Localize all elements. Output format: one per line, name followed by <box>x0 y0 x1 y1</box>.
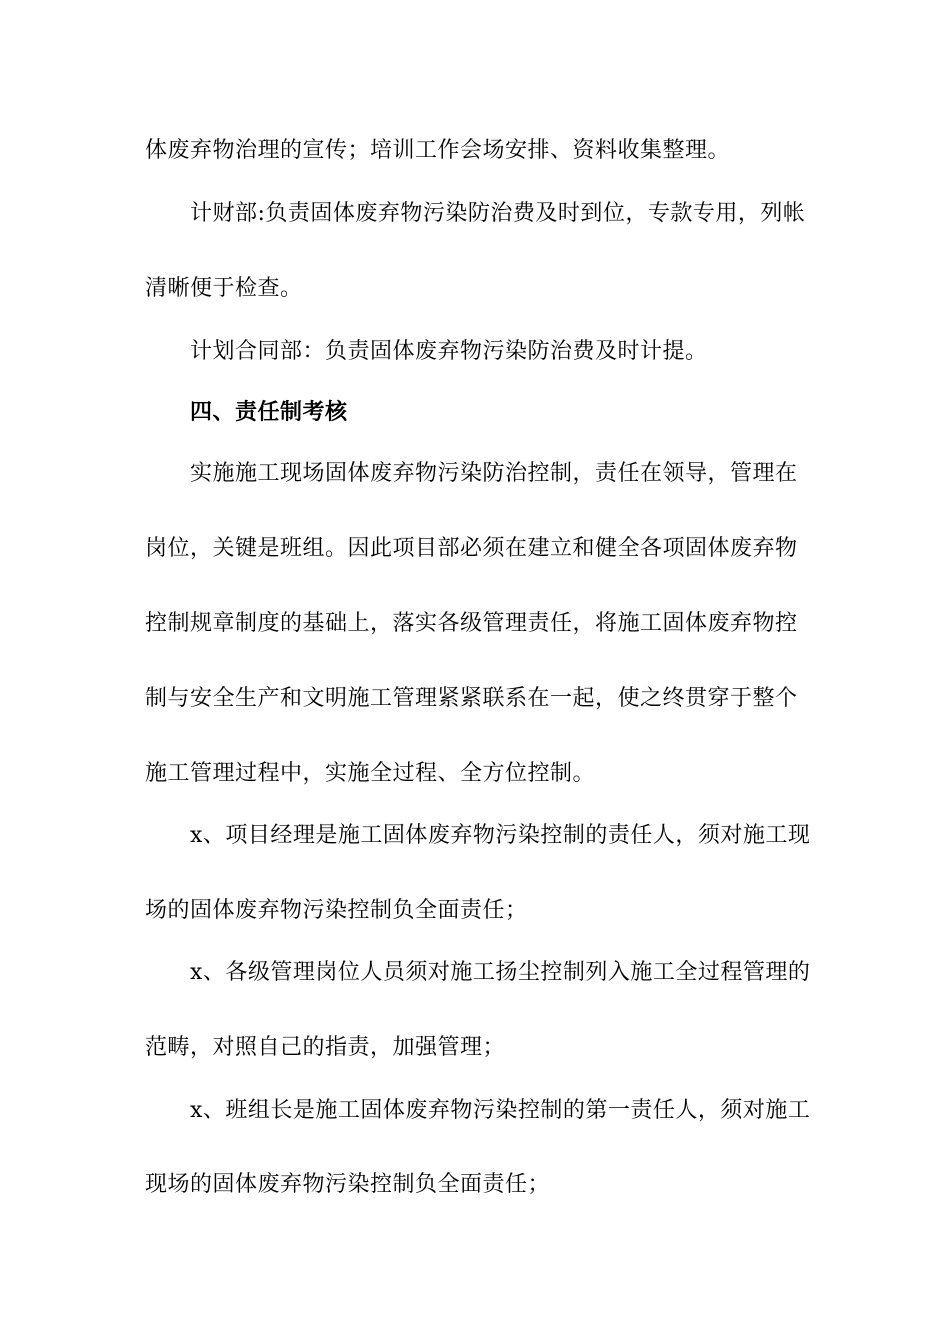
list-item-line: x、各级管理岗位人员须对施工扬尘控制列入施工全过程管理的 <box>190 960 811 985</box>
paragraph-line: 体废弃物治理的宣传；培训工作会场安排、资料收集整理。 <box>145 138 731 163</box>
paragraph-line: 控制规章制度的基础上，落实各级管理责任，将施工固体废弃物控 <box>145 611 798 636</box>
paragraph-line: 制与安全生产和文明施工管理紧紧联系在一起，使之终贯穿于整个 <box>145 686 798 711</box>
paragraph-line: 实施施工现场固体废弃物污染防治控制，责任在领导，管理在 <box>190 461 798 486</box>
list-item-line: 现场的固体废弃物污染控制负全面责任； <box>145 1172 551 1197</box>
list-item-line: 场的固体废弃物污染控制负全面责任； <box>145 898 528 923</box>
paragraph-line: 清晰便于检查。 <box>145 276 303 301</box>
section-heading: 四、责任制考核 <box>190 400 348 425</box>
list-item-line: x、项目经理是施工固体废弃物污染控制的责任人，须对施工现 <box>190 823 811 848</box>
paragraph-line: 计划合同部：负责固体废弃物污染防治费及时计提。 <box>190 339 708 364</box>
paragraph-line: 岗位，关键是班组。因此项目部必须在建立和健全各项固体废弃物 <box>145 536 798 561</box>
list-item-line: 范畴，对照自己的指责，加强管理； <box>145 1035 506 1060</box>
list-item-line: x、班组长是施工固体废弃物污染控制的第一责任人，须对施工 <box>190 1098 811 1123</box>
paragraph-line: 计财部:负责固体废弃物污染防治费及时到位，专款专用，列帐 <box>190 201 806 226</box>
paragraph-line: 施工管理过程中，实施全过程、全方位控制。 <box>145 761 596 786</box>
